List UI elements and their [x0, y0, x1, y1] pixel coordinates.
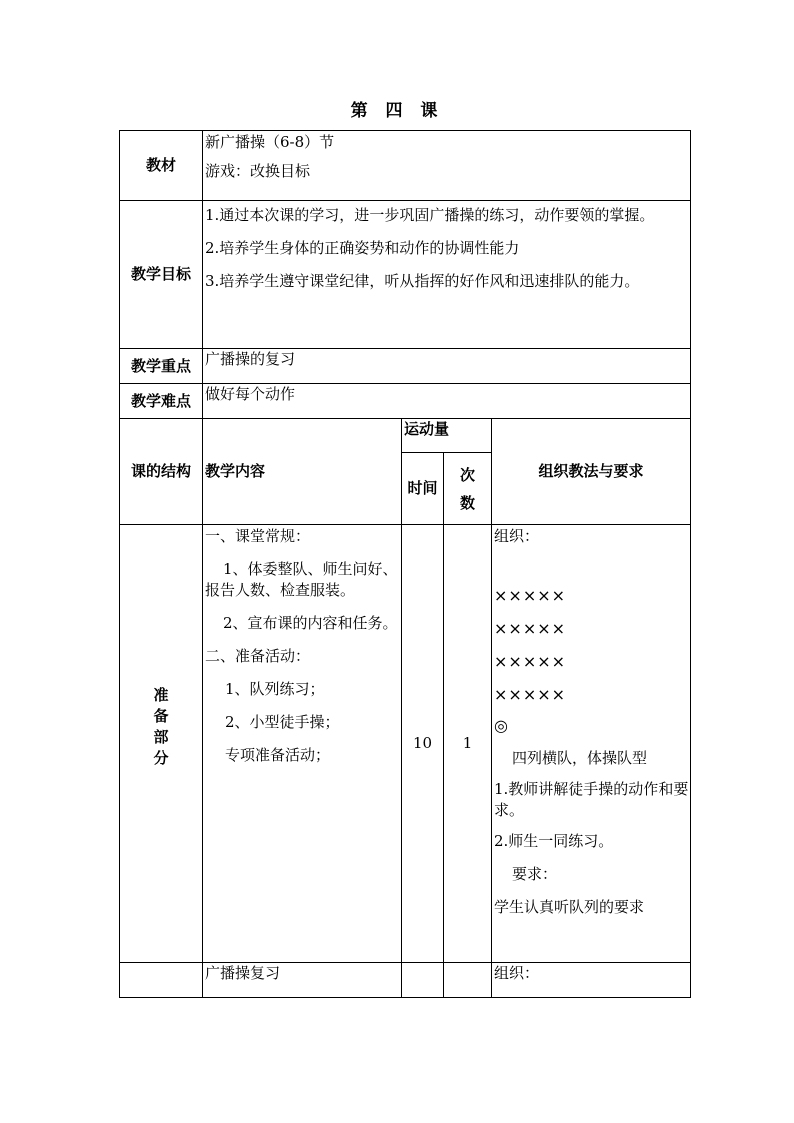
structure-header: 课的结构 — [120, 419, 203, 525]
prep-char: 备 — [153, 706, 169, 725]
page-title: 第 四 课 — [350, 101, 444, 121]
requirement-text: 学生认真听队列的要求 — [494, 898, 645, 916]
next-method: 组织： — [492, 963, 691, 998]
next-time — [402, 963, 444, 998]
formation-row: ××××× — [494, 619, 567, 638]
material-cell — [203, 131, 691, 201]
time-header: 时间 — [402, 453, 444, 525]
objectives-row — [120, 201, 691, 349]
formation-row: ××××× — [494, 685, 567, 704]
objective-line: 3.培养学生遵守课堂纪律，听从指挥的好作风和迅速排队的能力。 — [205, 272, 640, 290]
prep-char: 分 — [153, 748, 169, 767]
header-row — [120, 419, 691, 453]
formation-note: 四列横队，体操队型 — [512, 749, 648, 767]
material-line: 游戏：改换目标 — [205, 162, 311, 180]
material-row — [120, 131, 691, 201]
material-label: 教材 — [120, 131, 203, 201]
key-point-text: 广播操的复习 — [203, 349, 691, 384]
method-step: 2.师生一同练习。 — [494, 832, 614, 850]
org-label: 组织： — [494, 527, 540, 545]
prep-section-label — [120, 525, 203, 963]
content-header: 教学内容 — [203, 419, 402, 525]
difficulty-text: 做好每个动作 — [203, 384, 691, 419]
content-line: 2、宣布课的内容和任务。 — [223, 614, 398, 632]
content-line: 专项准备活动； — [225, 746, 331, 764]
next-section-label — [120, 963, 203, 998]
prep-count: 1 — [444, 525, 492, 963]
prep-char: 准 — [153, 685, 169, 704]
lesson-plan-table — [119, 130, 691, 998]
content-line: 1、体委整队、师生问好、报告人数、检查服装。 — [205, 560, 398, 599]
prep-char: 部 — [153, 727, 169, 746]
objectives-label: 教学目标 — [120, 201, 203, 349]
load-header: 运动量 — [402, 419, 492, 453]
count-header-text: 次数 — [460, 465, 476, 512]
prep-row — [120, 525, 691, 963]
content-line: 1、队列练习； — [225, 680, 325, 698]
difficulty-label: 教学难点 — [120, 384, 203, 419]
formation-row: ××××× — [494, 586, 567, 605]
objective-line: 2.培养学生身体的正确姿势和动作的协调性能力 — [205, 239, 520, 257]
content-line: 2、小型徒手操； — [225, 713, 340, 731]
content-line: 一、课堂常规： — [205, 527, 311, 545]
prep-method — [492, 525, 691, 963]
objective-line: 1.通过本次课的学习，进一步巩固广播操的练习，动作要领的掌握。 — [205, 206, 655, 224]
teacher-mark: ◎ — [494, 716, 508, 735]
next-count — [444, 963, 492, 998]
prep-content — [203, 525, 402, 963]
count-header — [444, 453, 492, 525]
key-point-label: 教学重点 — [120, 349, 203, 384]
material-line: 新广播操（6-8）节 — [205, 133, 335, 151]
method-step: 1.教师讲解徒手操的动作和要求。 — [494, 780, 689, 819]
content-line: 二、准备活动： — [205, 647, 311, 665]
method-header: 组织教法与要求 — [492, 419, 691, 525]
objectives-cell — [203, 201, 691, 349]
key-point-row — [120, 349, 691, 384]
formation-row: ××××× — [494, 652, 567, 671]
next-row — [120, 963, 691, 998]
requirement-label: 要求： — [512, 865, 558, 883]
difficulty-row — [120, 384, 691, 419]
next-content: 广播操复习 — [203, 963, 402, 998]
prep-time: 10 — [402, 525, 444, 963]
